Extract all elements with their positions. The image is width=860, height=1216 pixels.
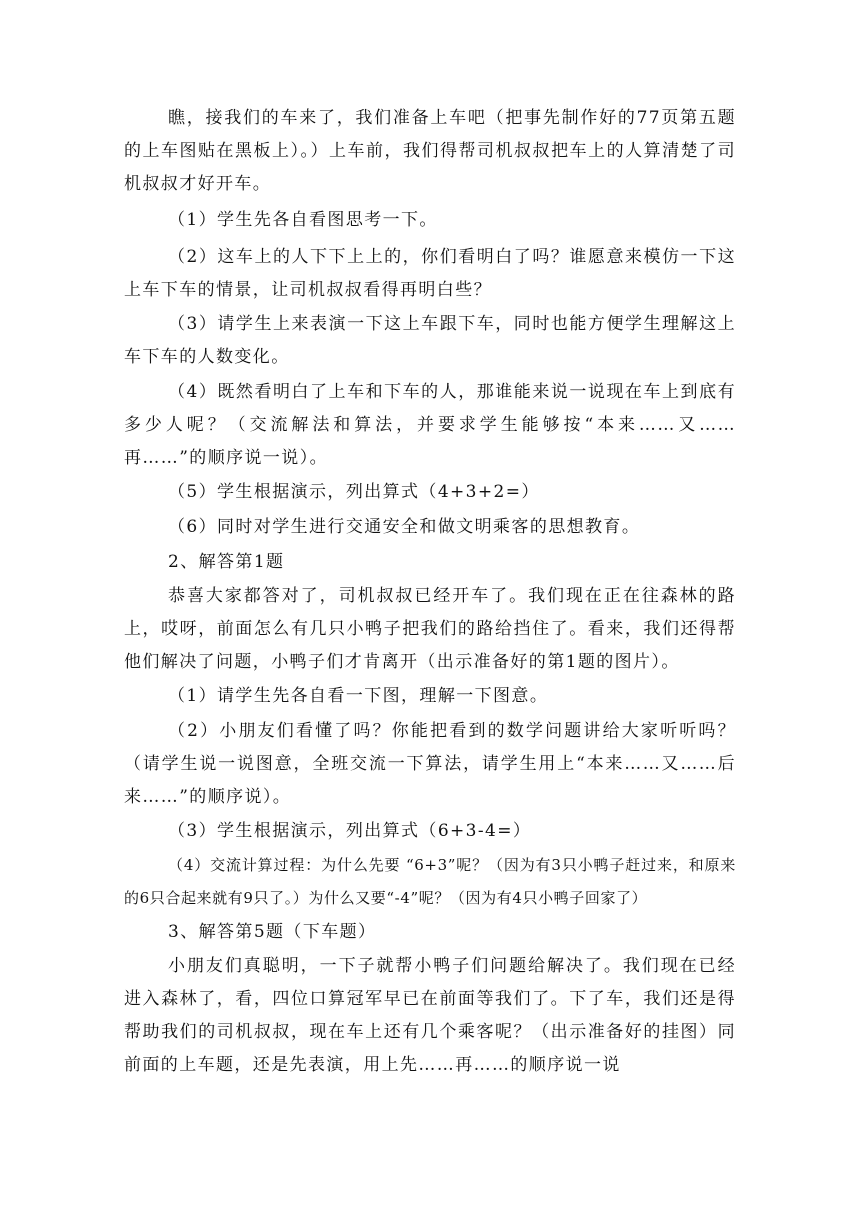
paragraph-forest: 小朋友们真聪明，一下子就帮小鸭子们问题给解决了。我们现在已经进入森林了，看，四位口算冠军早已在前面等我们了。下了车，我们还是得帮助我们的司机叔叔，现在车上还有几个乘客呢？（出示准备好的挂图）同前面的上车题，还是先表演，用上先……再……的顺序说一说: [124, 956, 736, 1075]
step-6: （6）同时对学生进行交通安全和做文明乘客的思想教育。: [168, 517, 641, 537]
paragraph-ducks: 恭喜大家都答对了，司机叔叔已经开车了。我们现在正在往森林的路上，哎呀，前面怎么有几只小鸭子把我们的路给挡住了。看来，我们还得帮他们解决了问题，小鸭子们才肯离开（出示准备好的第1题的图片）。: [124, 586, 736, 672]
paragraph-intro: 瞧，接我们的车来了，我们准备上车吧（把事先制作好的77页第五题的上车图贴在黑板上）。）上车前，我们得帮司机叔叔把车上的人算清楚了司机叔叔才好开车。: [124, 108, 736, 194]
step-1: （1）学生先各自看图思考一下。: [168, 210, 438, 230]
step-4: （4）既然看明白了上车和下车的人，那谁能来说一说现在车上到底有多少人呢？（交流解法和算法，并要求学生能够按“本来……又……再……”的顺序说一说）。: [124, 382, 736, 468]
step-3: （3）请学生上来表演一下这上车跟下车，同时也能方便学生理解这上车下车的人数变化。: [124, 314, 736, 367]
task-2: （2）小朋友们看懂了吗？你能把看到的数学问题讲给大家听听吗？（请学生说一说图意，全班交流一下算法，请学生用上“本来……又……后来……”的顺序说）。: [124, 721, 736, 807]
step-2: （2）这车上的人下下上上的，你们看明白了吗？谁愿意来模仿一下这上车下车的情景，让司机叔叔看得再明白些？: [124, 247, 736, 300]
section-heading-2: 2、解答第1题: [168, 552, 285, 572]
step-5: （5）学生根据演示，列出算式（4+3+2=）: [168, 482, 540, 502]
section-heading-3: 3、解答第5题（下车题）: [168, 922, 377, 942]
task-4: （4）交流计算过程：为什么先要 “6+3”呢？（因为有3只小鸭子赶过来，和原来的6只合起来就有9只了。）为什么又要“-4”呢？（因为有4只小鸭子回家了）: [124, 856, 736, 907]
task-3: （3）学生根据演示，列出算式（6+3-4=）: [168, 821, 532, 841]
task-1: （1）请学生先各自看一下图，理解一下图意。: [168, 686, 549, 706]
